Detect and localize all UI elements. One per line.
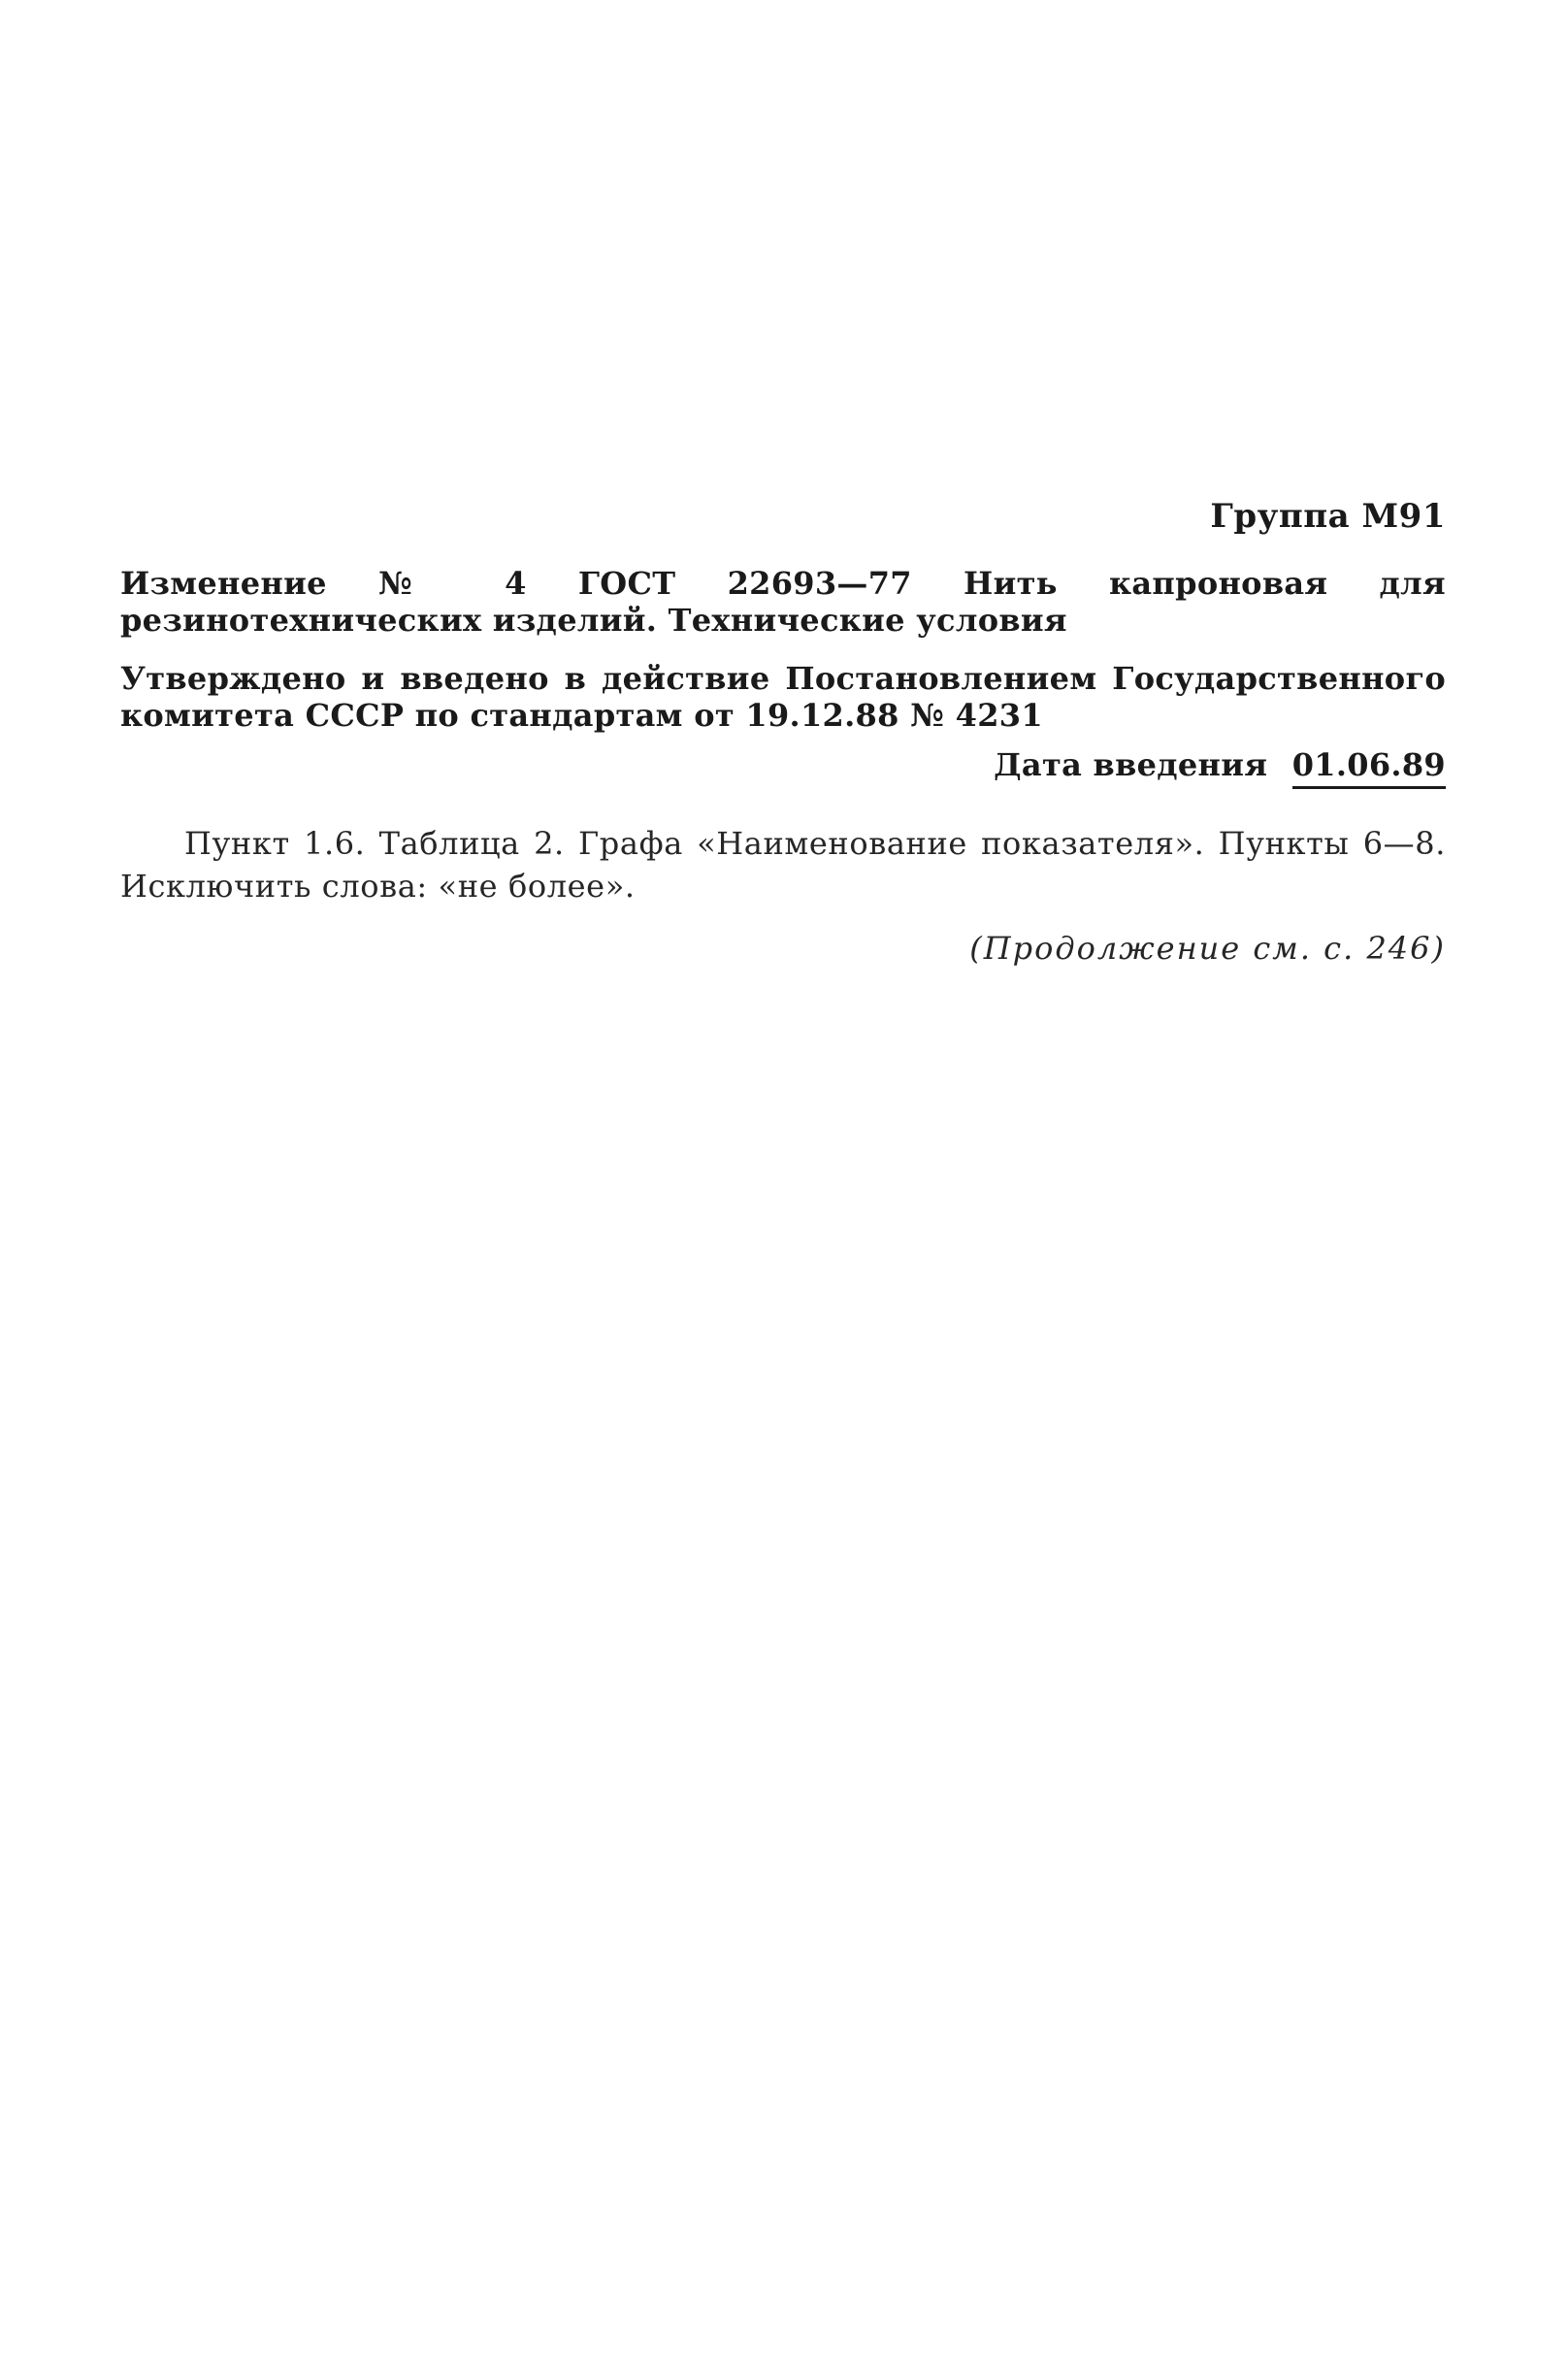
group-label: Группа М91 — [1210, 497, 1446, 536]
introduction-date-line — [120, 743, 1446, 789]
body-paragraph: Пункт 1.6. Таблица 2. Графа «Наименование показателя». Пункты 6—8. Исключить слова: «не более». — [120, 825, 1446, 905]
approval-text: Утверждено и введено в действие Постановлением Государственного комитета СССР по стандартам от 19.12.88 № 4231 — [120, 660, 1446, 734]
document-content — [120, 495, 1446, 970]
introduction-date-label: Дата введения — [994, 746, 1268, 783]
amendment-title: Изменение № 4 ГОСТ 22693—77 Нить капроновая для резинотехнических изделий. Технические условия — [120, 565, 1446, 639]
introduction-date-value: 01.06.89 — [1292, 745, 1446, 789]
continuation-note: (Продолжение см. с. 246) — [969, 930, 1446, 967]
